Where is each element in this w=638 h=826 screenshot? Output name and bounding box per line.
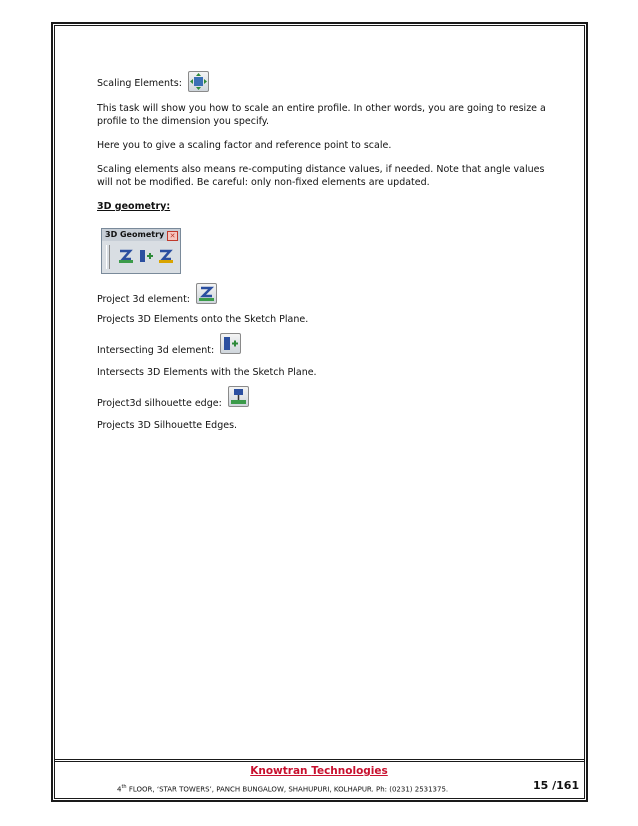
intersect-3d-row: [97, 338, 557, 357]
silhouette-label: Project3d silhouette edge:: [97, 398, 222, 409]
company-name-part2: Technologies: [311, 765, 388, 777]
floor-number: 4: [117, 785, 122, 794]
scaling-para-2: Here you to give a scaling factor and reference point to scale.: [97, 140, 392, 151]
scaling-heading-row: [97, 66, 557, 90]
footer-address: [117, 784, 448, 793]
address-text: FLOOR, ‘STAR TOWERS’, PANCH BUNGALOW, SHAHUPURI, KOLHAPUR. Ph: (0231) 2531375.: [126, 785, 449, 794]
geometry-toolbar[interactable]: [101, 228, 181, 274]
floor-suffix: th: [121, 784, 127, 790]
intersect-3d-label: Intersecting 3d element:: [97, 345, 215, 356]
scaling-label: Scaling Elements:: [97, 78, 182, 89]
toolbar-project-icon[interactable]: [118, 248, 134, 264]
company-name-part1: Knowtran: [250, 765, 308, 777]
toolbar-silhouette-icon[interactable]: [158, 248, 174, 264]
geometry-heading: 3D geometry:: [97, 201, 171, 212]
toolbar-grip[interactable]: [106, 245, 110, 269]
toolbar-intersect-icon[interactable]: [138, 248, 154, 264]
silhouette-desc: Projects 3D Silhouette Edges.: [97, 420, 238, 431]
scaling-para-1: This task will show you how to scale an entire profile. In other words, you are going to resize a profile to the dimension you specify.: [97, 103, 546, 127]
project-silhouette-edge-icon: [228, 386, 249, 407]
project-3d-desc: Projects 3D Elements onto the Sketch Plane.: [97, 314, 309, 325]
close-icon[interactable]: ✕: [167, 231, 178, 241]
footer-company: [0, 765, 638, 777]
intersect-3d-desc: Intersects 3D Elements with the Sketch Plane.: [97, 367, 317, 378]
project-3d-element-icon: [196, 283, 217, 304]
footer-rule-bottom: [54, 761, 585, 762]
toolbar-title: 3D Geometry: [102, 229, 180, 241]
scaling-para-3: Scaling elements also means re-computing distance values, if needed. Note that angle values will not be modified. Be careful: only non-fixed elements are updated.: [97, 164, 545, 188]
project-3d-label: Project 3d element:: [97, 294, 190, 305]
footer-rule-top: [54, 759, 585, 760]
silhouette-row: [97, 391, 557, 410]
project-3d-row: [97, 284, 557, 306]
scale-icon: [188, 71, 209, 92]
intersect-3d-element-icon: [220, 333, 241, 354]
page-number: 15 /161: [533, 779, 580, 792]
page-content: [97, 66, 557, 432]
toolbar-buttons: [118, 248, 174, 264]
